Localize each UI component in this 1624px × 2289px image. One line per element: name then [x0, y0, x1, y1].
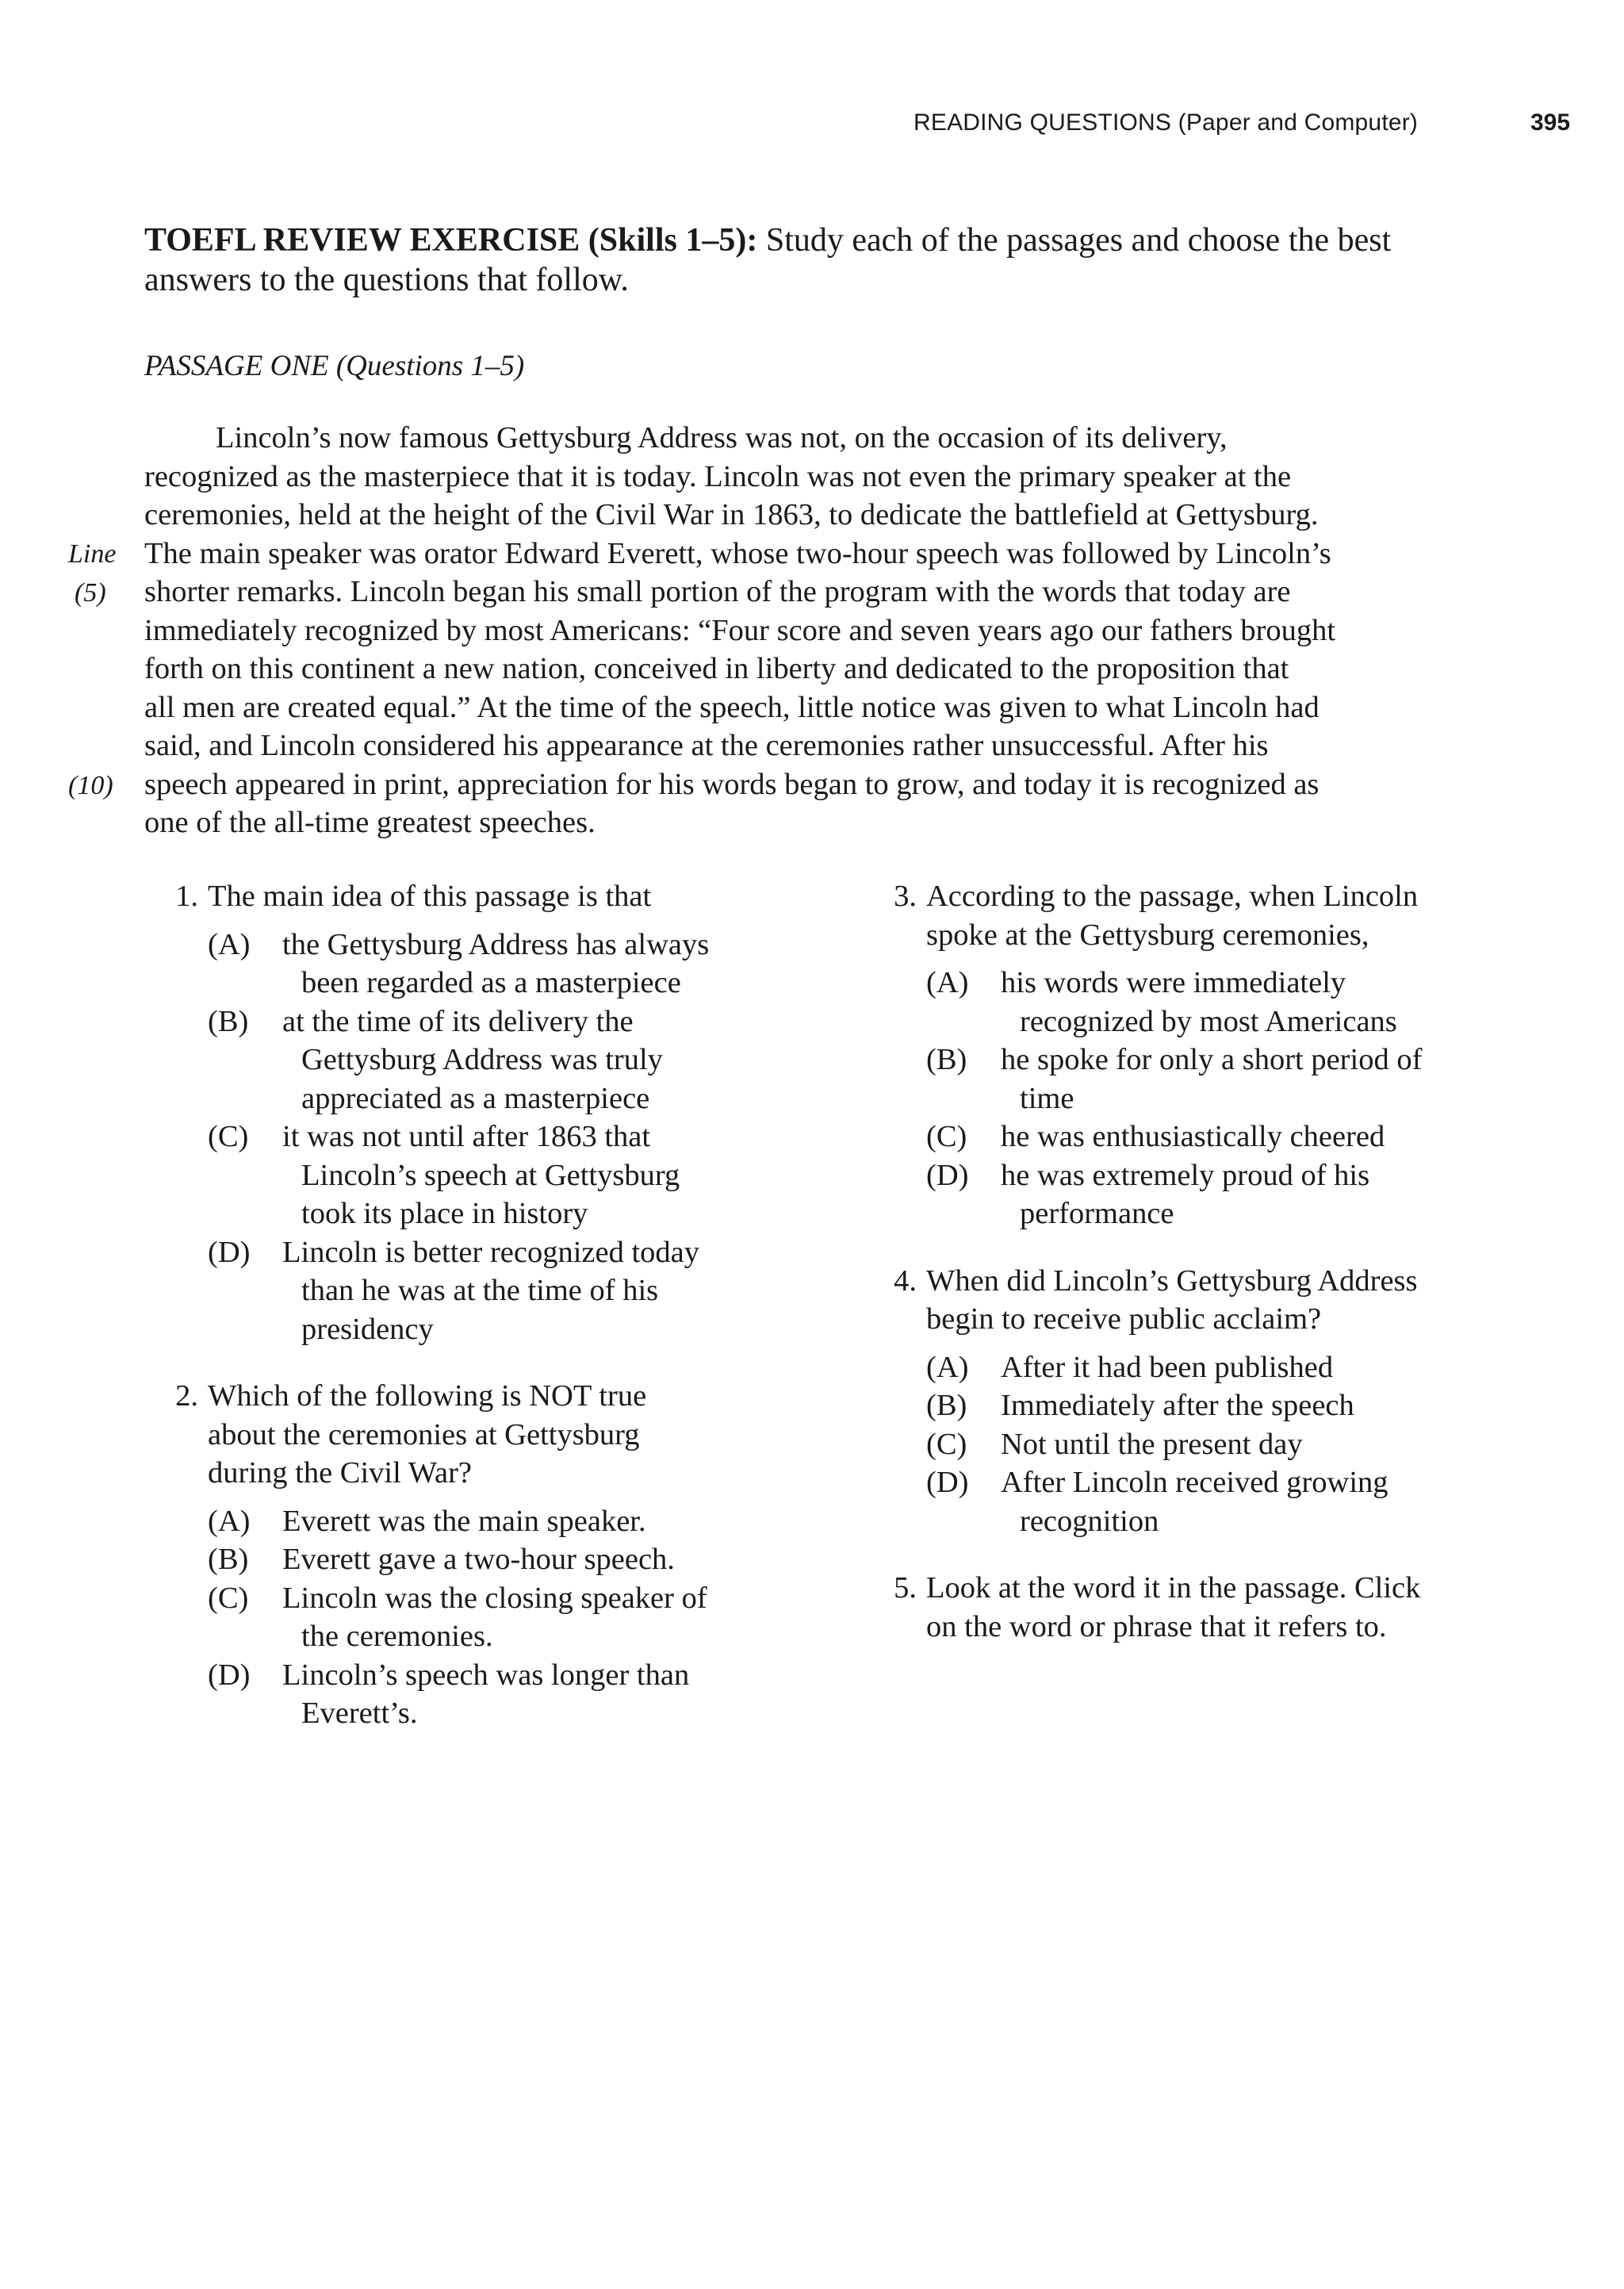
passage-line: forth on this continent a new nation, conceived in liberty and dedicated to the proposition that — [144, 652, 1289, 685]
stem-line: begin to receive public acclaim? — [926, 1302, 1322, 1336]
answer-option-b[interactable] — [208, 1540, 801, 1579]
passage-line: ceremonies, held at the height of the Civil War in 1863, to dedicate the battlefield at Gettysburg. — [144, 498, 1319, 531]
question-number: 4. — [894, 1263, 917, 1298]
option-line: Lincoln is better recognized today — [282, 1235, 699, 1269]
option-letter: (C) — [926, 1120, 967, 1153]
margin-label-line: Line — [68, 539, 117, 569]
option-letter: (A) — [926, 966, 969, 999]
question-stem — [869, 1569, 1535, 1646]
stem-line: According to the passage, when Lincoln — [926, 880, 1419, 913]
question-stem — [151, 1377, 801, 1493]
option-line: Immediately after the speech — [1001, 1389, 1354, 1422]
answer-option-a[interactable] — [208, 926, 801, 1003]
margin-label-5: (5) — [75, 578, 106, 608]
option-line: he was extremely proud of his — [1001, 1158, 1370, 1192]
exercise-instructions — [144, 220, 1508, 300]
option-letter: (A) — [926, 1350, 969, 1384]
passage-line: shorter remarks. Lincoln began his small portion of the program with the words that today are — [144, 575, 1291, 608]
answer-option-d[interactable] — [208, 1656, 801, 1733]
option-line: performance — [1020, 1197, 1174, 1230]
stem-line: Look at the word it in the passage. Click — [926, 1571, 1421, 1605]
question-number: 5. — [894, 1571, 917, 1605]
option-line: he spoke for only a short period of — [1001, 1043, 1423, 1076]
option-letter: (B) — [208, 1004, 249, 1038]
option-letter: (D) — [208, 1235, 251, 1269]
answer-option-c[interactable] — [926, 1425, 1535, 1464]
option-line: Everett was the main speaker. — [282, 1504, 646, 1538]
stem-line: about the ceremonies at Gettysburg — [208, 1417, 640, 1451]
question-number: 2. — [175, 1379, 198, 1413]
option-line: Everett’s. — [301, 1697, 418, 1730]
stem-line: Which of the following is NOT true — [208, 1379, 647, 1413]
passage-line: all men are created equal.” At the time of the speech, little notice was given to what Lincoln had — [144, 690, 1320, 724]
question-1 — [151, 877, 801, 1348]
option-letter: (C) — [926, 1427, 967, 1461]
option-line: presidency — [301, 1312, 434, 1346]
option-line: his words were immediately — [1001, 966, 1346, 999]
option-line: he was enthusiastically cheered — [1001, 1120, 1385, 1153]
question-5 — [869, 1569, 1535, 1646]
stem-line: The main idea of this passage is that — [208, 880, 652, 913]
option-line: Not until the present day — [1001, 1427, 1303, 1461]
option-letter: (D) — [208, 1658, 251, 1692]
question-stem — [869, 877, 1535, 954]
running-head: READING QUESTIONS (Paper and Computer) — [914, 109, 1419, 136]
answer-option-a[interactable] — [208, 1502, 801, 1541]
option-letter: (A) — [208, 1504, 251, 1538]
passage-body — [144, 419, 1492, 842]
questions-left-column — [151, 877, 801, 1749]
answer-option-c[interactable] — [926, 1118, 1535, 1156]
option-line: After Lincoln received growing — [1001, 1466, 1388, 1499]
answer-option-d[interactable] — [926, 1463, 1535, 1540]
option-line: Lincoln’s speech at Gettysburg — [301, 1158, 680, 1192]
exercise-title: TOEFL REVIEW EXERCISE (Skills 1–5): — [144, 222, 758, 259]
answer-option-a[interactable] — [926, 964, 1535, 1041]
option-line: the ceremonies. — [301, 1620, 493, 1653]
passage-title: PASSAGE ONE (Questions 1–5) — [144, 350, 525, 382]
option-line: recognized by most Americans — [1020, 1004, 1397, 1038]
margin-label-10: (10) — [68, 771, 113, 800]
option-line: been regarded as a masterpiece — [301, 966, 681, 999]
option-line: recognition — [1020, 1504, 1159, 1538]
option-letter: (B) — [926, 1389, 967, 1422]
option-line: Gettysburg Address was truly — [301, 1043, 663, 1076]
passage-line: speech appeared in print, appreciation for his words began to grow, and today it is recognized as — [144, 767, 1320, 801]
answer-option-b[interactable] — [926, 1386, 1535, 1425]
answer-option-c[interactable] — [208, 1118, 801, 1233]
option-letter: (D) — [926, 1466, 969, 1499]
stem-line: during the Civil War? — [208, 1456, 473, 1490]
option-letter: (C) — [208, 1120, 249, 1153]
option-letter: (C) — [208, 1581, 249, 1615]
passage-line: said, and Lincoln considered his appearance at the ceremonies rather unsuccessful. After his — [144, 729, 1269, 762]
answer-option-c[interactable] — [208, 1579, 801, 1656]
question-number: 1. — [175, 880, 198, 913]
option-letter: (B) — [926, 1043, 967, 1076]
option-line: than he was at the time of his — [301, 1274, 659, 1307]
answer-option-d[interactable] — [926, 1156, 1535, 1233]
option-line: Lincoln was the closing speaker of — [282, 1581, 707, 1615]
option-line: After it had been published — [1001, 1350, 1334, 1384]
stem-line: spoke at the Gettysburg ceremonies, — [926, 918, 1369, 952]
question-4 — [869, 1262, 1535, 1541]
option-line: it was not until after 1863 that — [282, 1120, 651, 1153]
question-3 — [869, 877, 1535, 1233]
option-line: took its place in history — [301, 1197, 588, 1230]
passage-line: recognized as the masterpiece that it is today. Lincoln was not even the primary speaker at the — [144, 459, 1292, 493]
option-line: at the time of its delivery the — [282, 1004, 634, 1038]
option-letter: (B) — [208, 1543, 249, 1576]
answer-option-b[interactable] — [926, 1041, 1535, 1118]
questions-right-column — [869, 877, 1535, 1662]
page-number: 395 — [1530, 109, 1571, 136]
question-number: 3. — [894, 880, 917, 913]
question-stem — [151, 877, 801, 916]
question-stem — [869, 1262, 1535, 1339]
instructions-text: Study each of the passages and choose the best — [757, 222, 1392, 259]
option-letter: (A) — [208, 927, 251, 961]
answer-option-d[interactable] — [208, 1233, 801, 1349]
passage-line: immediately recognized by most Americans: “Four score and seven years ago our fathers brought — [144, 613, 1336, 647]
stem-line: When did Lincoln’s Gettysburg Address — [926, 1263, 1418, 1298]
option-letter: (D) — [926, 1158, 969, 1192]
option-line: Everett gave a two-hour speech. — [282, 1543, 675, 1576]
option-line: Lincoln’s speech was longer than — [282, 1658, 690, 1692]
instructions-text-line2: answers to the questions that follow. — [144, 262, 629, 298]
answer-option-b[interactable] — [208, 1003, 801, 1118]
question-2 — [151, 1377, 801, 1733]
option-line: appreciated as a masterpiece — [301, 1081, 650, 1115]
passage-line: Lincoln’s now famous Gettysburg Address was not, on the occasion of its delivery, — [216, 421, 1228, 454]
passage-line: one of the all-time greatest speeches. — [144, 806, 596, 839]
page-header — [0, 109, 1624, 149]
option-line: the Gettysburg Address has always — [282, 927, 710, 961]
stem-line: on the word or phrase that it refers to. — [926, 1609, 1387, 1643]
option-line: time — [1020, 1081, 1074, 1115]
passage-line: The main speaker was orator Edward Everett, whose two-hour speech was followed by Lincoln’s — [144, 536, 1331, 570]
answer-option-a[interactable] — [926, 1348, 1535, 1387]
